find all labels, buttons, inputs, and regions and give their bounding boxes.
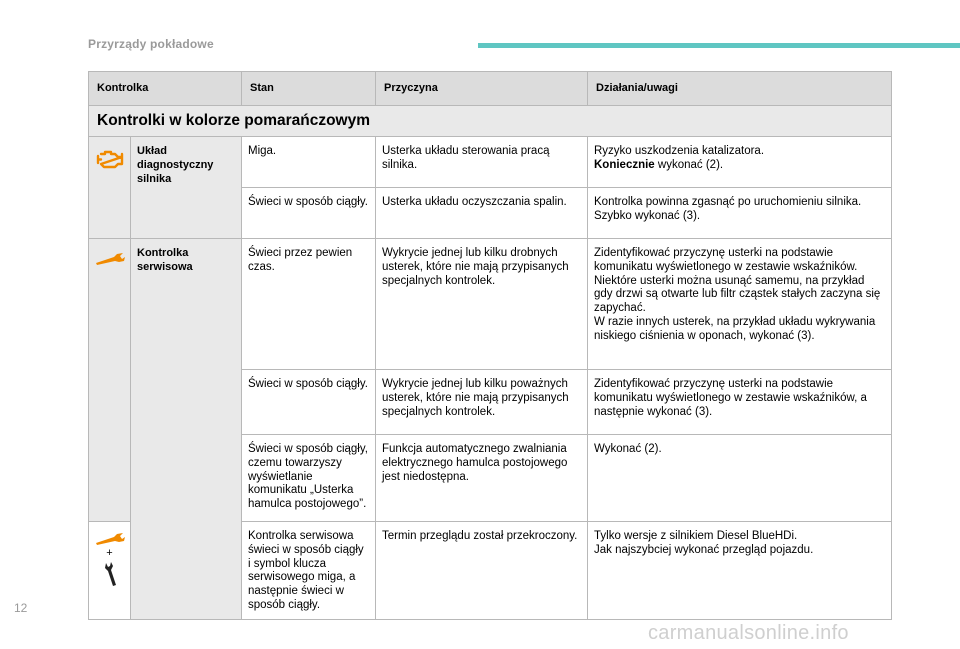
action-cell [588,137,892,188]
warning-lights-table [88,71,892,620]
action-text: Niektóre usterki można usunąć samemu, na przykład gdy drzwi są otwarte lub filtr cząstek stałych zaczyna się zapychać. [594,274,881,315]
action-text-rest: wykonać (2). [654,158,724,171]
cause-cell: Wykrycie jednej lub kilku drobnych usterek, które nie mają przypisanych specjalnych kontrolek. [376,239,588,370]
table-row [89,239,892,370]
action-cell: Wykonać (2). [588,435,892,522]
engine-icon-cell [89,137,131,239]
page-number: 12 [14,601,28,615]
wrench-icon [94,252,126,266]
action-text: Jak najszybciej wykonać przegląd pojazdu. [594,543,814,556]
cause-cell: Usterka układu sterowania pracą silnika. [376,137,588,188]
cause-cell: Funkcja automatycznego zwalniania elektrycznego hamulca postojowego jest niedostępna. [376,435,588,522]
engine-light-name: Układ diagnostyczny silnika [131,137,242,239]
engine-check-icon [95,148,125,170]
section-title: Kontrolki w kolorze pomarańczowym [89,106,892,137]
action-cell [588,239,892,370]
action-text: W razie innych usterek, na przykład układu wykrywania niskiego ciśnienia w oponach, wykonać (3). [594,315,876,342]
page-section-title: Przyrządy pokładowe [88,37,214,51]
action-text [594,159,885,173]
wrench-icon [94,532,126,546]
table-header-row [89,72,892,106]
column-header-state: Stan [242,72,376,106]
state-cell: Świeci w sposób ciągły. [242,188,376,239]
column-header-cause: Przyczyna [376,72,588,106]
state-cell: Świeci w sposób ciągły, czemu towarzyszy wyświetlanie komunikatu „Usterka hamulca postojowego”. [242,435,376,522]
header-accent-bar [478,43,960,48]
cause-cell: Termin przeglądu został przekroczony. [376,522,588,620]
service-overdue-icon-cell [89,522,131,620]
column-header-action: Działania/uwagi [588,72,892,106]
action-text: Zidentyfikować przyczynę usterki na podstawie komunikatu wyświetlonego w zestawie wskaźników. [594,247,858,273]
action-text: Tylko wersje z silnikiem Diesel BlueHDi. [594,530,798,542]
plus-sign: + [106,547,113,559]
wrench-plus-icon [101,561,119,589]
column-header-light: Kontrolka [89,72,242,106]
action-emphasis: Koniecznie [594,158,655,171]
state-cell: Miga. [242,137,376,188]
action-cell: Kontrolka powinna zgasnąć po uruchomieniu silnika. Szybko wykonać (3). [588,188,892,239]
action-text: Ryzyko uszkodzenia katalizatora. [594,145,765,157]
action-cell: Zidentyfikować przyczynę usterki na podstawie komunikatu wyświetlonego w zestawie wskaźników, a następnie wykonać (3). [588,370,892,435]
action-cell [588,522,892,620]
service-light-name: Kontrolka serwisowa [131,239,242,620]
state-cell: Świeci przez pewien czas. [242,239,376,370]
watermark: carmanualsonline.info [648,622,849,644]
table-row [89,137,892,188]
section-row [89,106,892,137]
state-cell: Świeci w sposób ciągły. [242,370,376,435]
cause-cell: Wykrycie jednej lub kilku poważnych usterek, które nie mają przypisanych specjalnych kontrolek. [376,370,588,435]
service-icon-cell [89,239,131,522]
state-cell: Kontrolka serwisowa świeci w sposób ciągły i symbol klucza serwisowego miga, a następnie świeci w sposób ciągły. [242,522,376,620]
cause-cell: Usterka układu oczyszczania spalin. [376,188,588,239]
